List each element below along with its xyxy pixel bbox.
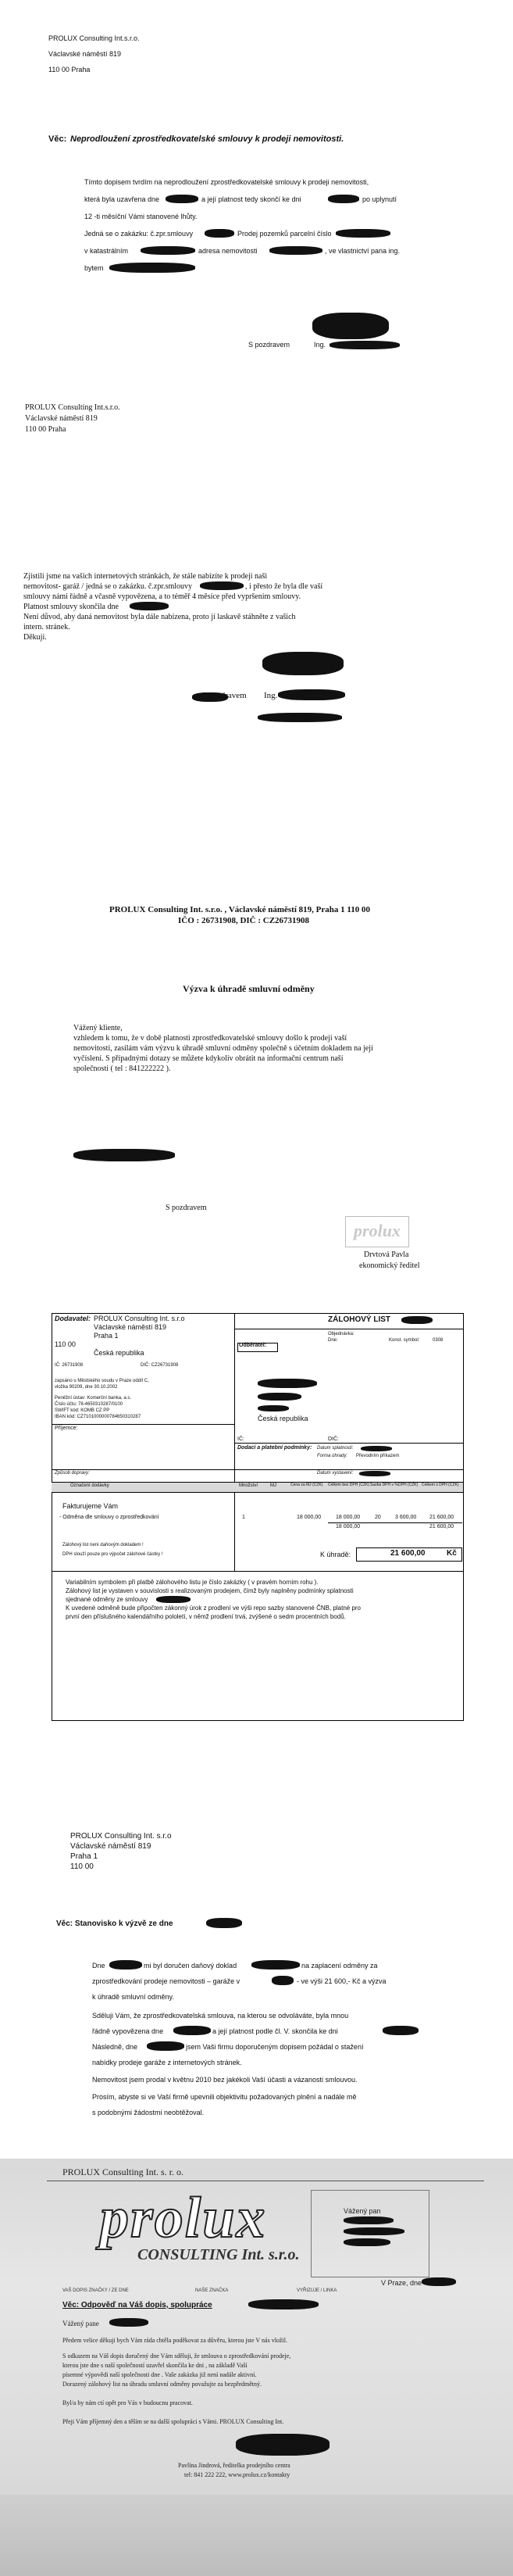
- letter-stazeni-nabidky: [0, 403, 513, 813]
- subject-label: Věc:: [48, 134, 67, 144]
- footer-line: Zálohový list je vystaven v souvislosti s realizovaným prodejem, čímž byly naplněny podmínky splatnosti: [66, 1587, 354, 1594]
- body-line: Nemovitost jsem prodal v květnu 2010 bez jakékoli Vaší účasti a vázanosti smlouvou.: [92, 2076, 358, 2084]
- redaction: [109, 263, 195, 273]
- signer: Pavlína Jindrová, ředitelka prodejního centra: [178, 2462, 290, 2469]
- body-line: Sděluji Vám, že zprostředkovatelská smlouva, na kterou se odvoláváte, byla mnou: [92, 2012, 349, 2020]
- col-unit: MJ: [270, 1483, 276, 1488]
- body-line: která byla uzavřena dne: [84, 195, 160, 203]
- shipping-label: Způsob dopravy:: [55, 1471, 90, 1476]
- signer-title: Ing.: [264, 691, 278, 700]
- body-line: na zaplacení odměny za: [301, 1962, 378, 1970]
- body-line: Tímto dopisem tvrdím na neprodloužení zprostředkovatelské smlouvy k prodeji nemovitosti,: [84, 178, 369, 186]
- bank-line: Číslo účtu: 78-4650310287/0100: [55, 1402, 123, 1407]
- customer-label: Odběratel:: [239, 1343, 267, 1348]
- col-qty: Množství: [239, 1483, 258, 1488]
- redaction: [147, 2041, 184, 2051]
- sum-wo: 18 000,00: [336, 1524, 361, 1530]
- customer-dic: DIČ:: [328, 1436, 339, 1442]
- footer-line: K uvedené odměně bude připočten zákonný úrok z prodlení ve výši repo sazby stanovené ČNB, platné pro: [66, 1605, 362, 1612]
- body-line: společnosti ( tel : 841222222 ).: [73, 1064, 171, 1073]
- redaction: [269, 246, 322, 255]
- bank-line: SWIFT kód: KOMB CZ PP: [55, 1408, 110, 1413]
- col-vat-amt: DPH (CZK): [398, 1483, 419, 1487]
- supplier-ico: IČ: 26731908: [55, 1363, 84, 1368]
- redaction: [205, 229, 234, 238]
- closing: S pozdravem: [248, 341, 290, 349]
- pay-due-label: K úhradě:: [320, 1551, 351, 1558]
- recipient-zip: 110 00: [70, 1862, 94, 1871]
- date-label: Dne:: [328, 1338, 338, 1343]
- body-line: Dorazený zálohový list na úhradu smluvní odměny považujte za bezpředmětný.: [62, 2381, 262, 2388]
- body-line: kterou jste dne s naší společností uzavřel skončila ke dni , na základě Vaší: [62, 2362, 248, 2369]
- body-line: Platnost smlouvy skončila dne: [23, 603, 119, 611]
- signature-redaction: [312, 313, 389, 339]
- subject: Věc: Stanovisko k výzvě ze dne: [56, 1919, 173, 1928]
- body-line: mi byl doručen daňový doklad: [144, 1962, 237, 1970]
- redaction: [344, 2227, 404, 2235]
- body-line: bytem: [84, 264, 104, 272]
- body-line: 12 -ti měsíční Vámi stanovené lhůty.: [84, 213, 198, 220]
- item-vat-amt: 3 600,00: [395, 1515, 417, 1520]
- letter-date: V Praze, dne: [381, 2279, 422, 2287]
- body-line: S odkazem na Váš dopis doručený dne Vám sděluji, že smlouva o zprostředkování prodeje,: [62, 2352, 291, 2360]
- recipient-street: Václavské náměstí 819: [25, 414, 98, 423]
- body-line: jsem Vaši firmu doporučeným dopisem požádal o stažení: [186, 2043, 364, 2051]
- greeting: Vážený pane: [62, 2320, 99, 2327]
- document-title: Výzva k úhradě smluvní odměny: [183, 983, 315, 994]
- ref-label: VYŘIZUJE / LINKA: [297, 2288, 337, 2293]
- item-total-wo: 18 000,00: [336, 1515, 361, 1520]
- redaction: [361, 1446, 392, 1451]
- sender-city: 110 00 Praha: [48, 66, 91, 73]
- sender-street: Václavské náměstí 819: [48, 50, 122, 58]
- order-label: Objednávka:: [328, 1332, 354, 1336]
- redaction: [422, 2277, 456, 2286]
- pay-due-amount: 21 600,00: [390, 1549, 426, 1558]
- supplier-label: Dodavatel:: [55, 1315, 91, 1322]
- body-line: nemovitost- garáž / jedná se o zakázku. č.zpr.smlouvy: [23, 582, 193, 591]
- body-line: po uplynutí: [362, 195, 397, 203]
- redaction: [383, 2026, 419, 2035]
- subject-text: Neprodloužení zprostředkovatelské smlouvy k prodeji nemovitosti.: [70, 134, 344, 144]
- const-label: Konst. symbol:: [389, 1338, 420, 1343]
- redaction: [336, 229, 390, 238]
- due-label: Datum splatnosti:: [317, 1446, 354, 1451]
- letter-neprodlouzeni: [0, 0, 513, 406]
- note-line: Zálohový list není daňovým dokladem !: [62, 1543, 144, 1547]
- recipient-company: PROLUX Consulting Int. s.r.o: [70, 1832, 172, 1841]
- redaction: [359, 1471, 390, 1476]
- redaction: [109, 2318, 148, 2327]
- company-header: PROLUX Consulting Int. s.r.o. , Václavské náměstí 819, Praha 1 110 00: [109, 905, 371, 914]
- supplier-street: Václavské náměstí 819: [94, 1323, 167, 1331]
- redaction: [330, 341, 400, 349]
- contact: tel: 841 222 222, www.prolux.cz/kontakty: [184, 2471, 290, 2478]
- redaction: [328, 195, 359, 203]
- signature-redaction: [262, 652, 344, 675]
- zalohovy-list: [0, 1297, 513, 1735]
- company-stamp: prolux: [345, 1216, 409, 1247]
- body-line: intern. stránek.: [23, 623, 70, 631]
- register-line: zapsáno u Městského soudu v Praze oddíl C,: [55, 1379, 149, 1383]
- footer-line: první den příslušného kalendářního pololetí, v němž prodlení trvá, zvýšené o sedm procentních bodů.: [66, 1613, 346, 1620]
- body-line: Děkuji.: [23, 633, 47, 642]
- const-value: 0308: [433, 1338, 444, 1343]
- issue-label: Datum vystavení:: [317, 1471, 354, 1476]
- redaction: [248, 2299, 319, 2309]
- body-line: nemovitosti, zasílám vám výzvu k úhradě smluvní odměny společně s účetním dokladem na její: [73, 1044, 373, 1053]
- redaction: [258, 1405, 289, 1411]
- supplier-country: Česká republika: [94, 1349, 144, 1357]
- body-line: Prodej pozemků parcelní číslo: [237, 230, 332, 238]
- body-line: - ve výši 21 600,- Kč a výzva: [297, 1977, 387, 1985]
- item-text: - Odměna dle smlouvy o zprostředkování: [59, 1515, 159, 1520]
- letter-vyzva-k-uhrade: [0, 813, 513, 1282]
- signer-name: Drvtová Pavla: [364, 1250, 409, 1259]
- body-line: Následně, dne: [92, 2043, 138, 2051]
- footer-line: Variabilním symbolem při platbě zálohového listu je číslo zakázky ( v pravém horním rohu ).: [66, 1579, 319, 1586]
- col-price: Cena za MJ (CZK): [290, 1483, 323, 1487]
- body-line: Dne: [92, 1962, 105, 1970]
- item-qty: 1: [242, 1515, 245, 1520]
- body-line: Zjistili jsme na vašich internetových stránkách, že stále nabízíte k prodeji naši: [23, 572, 268, 581]
- recipient-city: Praha 1: [70, 1852, 98, 1861]
- body-line: adresa nemovitosti: [198, 247, 258, 255]
- body-line: Přeji Vám příjemný den a těším se na další spolupráci s Vámi. PROLUX Consulting Int.: [62, 2418, 284, 2425]
- redaction: [258, 1379, 317, 1388]
- col-item: Označení dodávky: [70, 1483, 109, 1488]
- body-line: písemné výpovědi naší společnosti dne . Vaše zakázka již není nadále aktivní.: [62, 2371, 257, 2378]
- redaction: [141, 246, 195, 255]
- redaction: [109, 1960, 142, 1970]
- pay-value: Převodním příkazem: [356, 1454, 400, 1458]
- redaction: [258, 713, 342, 722]
- body-line: s podobnými žádostmi neobtěžoval.: [92, 2109, 205, 2116]
- body-line: , ve vlastnictví pana ing.: [325, 247, 401, 255]
- addressee-label: Vážený pan: [344, 2207, 381, 2215]
- company-logo: prolux: [100, 2186, 267, 2250]
- redaction: [166, 195, 198, 203]
- signature-redaction: [236, 2434, 330, 2456]
- body-line: a její platnost podle čl. V. skončila ke dni: [212, 2027, 338, 2035]
- body-line: k úhradě smluvní odměny.: [92, 1993, 174, 2001]
- body-line: nabídky prodeje garáže z internetových stránek.: [92, 2059, 242, 2066]
- addressee-redaction: [73, 1149, 175, 1161]
- item-price: 18 000,00: [297, 1515, 322, 1520]
- sum-total: 21 600,00: [429, 1524, 454, 1530]
- recipient-label: Příjemce:: [55, 1426, 78, 1431]
- bank-line: IBAN kód: CZ7101000000784650310287: [55, 1415, 141, 1419]
- letter-stanovisko: [0, 1735, 513, 2157]
- closing: S pozdravem: [201, 691, 247, 700]
- pay-due-currency: Kč: [447, 1549, 457, 1558]
- recipient-street: Václavské náměstí 819: [70, 1842, 151, 1851]
- body-line: vyčíslení. S případnými dotazy se můžete kdykoliv obrátit na informační centrum naší: [73, 1054, 344, 1063]
- redaction: [130, 602, 169, 610]
- signer-title: ekonomický ředitel: [359, 1261, 420, 1270]
- body-line: Prosím, abyste si ve Vaší firmě upevnili objektivitu požadovaných plnění a nadále mě: [92, 2093, 357, 2101]
- greeting: Vážený kliente,: [73, 1024, 123, 1032]
- body-line: , i přesto že byla dle vaší: [245, 582, 323, 591]
- ref-label: VAŠ DOPIS ZNAČKY / ZE DNE: [62, 2288, 129, 2293]
- item-vat: 20: [375, 1515, 381, 1520]
- note-line: DPH slouží pouze pro výpočet zálohové částky !: [62, 1552, 163, 1557]
- body-line: Není důvod, aby daná nemovitost byla dále nabízena, proto jí laskavě stáhněte z vašich: [23, 613, 296, 621]
- customer-country: Česká republika: [258, 1415, 308, 1422]
- col-total-wo: Celkem bez DPH (CZK): [328, 1483, 370, 1487]
- redaction: [401, 1316, 433, 1324]
- ref-label: NAŠE ZNAČKA: [195, 2288, 229, 2293]
- body-line: a její platnost tedy skončí ke dni: [201, 195, 301, 203]
- subject: Věc: Odpověď na Váš dopis, spolupráce: [62, 2301, 212, 2309]
- body-line: vzhledem k tomu, že v době platnosti zprostředkovatelské smlouvy došlo k prodeji vaší: [73, 1034, 347, 1043]
- recipient-company: PROLUX Consulting Int.s.r.o.: [25, 403, 120, 412]
- redaction: [200, 581, 244, 590]
- redaction: [344, 2238, 390, 2246]
- company-logo-sub: CONSULTING Int. s.r.o.: [137, 2246, 300, 2263]
- redaction: [156, 1596, 191, 1603]
- supplier-dic: DIČ: CZ26731908: [141, 1363, 179, 1368]
- body-line: Byl/a by nám ctí opět pro Vás v budoucnu pracovat.: [62, 2399, 193, 2406]
- scan-bottom-shade: [0, 2495, 513, 2576]
- body-line: Jedná se o zakázku: č.zpr.smlouvy: [84, 230, 194, 238]
- terms-label: Dodací a platební podmínky:: [237, 1445, 312, 1451]
- redaction: [258, 1393, 301, 1401]
- body-line: smlouvy námi řádně a včasně vypovězena, a to téměř 4 měsíce před vypršením smlouvy.: [23, 592, 301, 601]
- bank-line: Peněžní ústav: Komerční banka, a.s.: [55, 1396, 132, 1401]
- redaction: [272, 1976, 294, 1985]
- closing: S pozdravem: [166, 1204, 207, 1212]
- company-header: PROLUX Consulting Int. s. r. o.: [62, 2166, 184, 2177]
- letter-odpoved-scan: [0, 2159, 513, 2576]
- section-label: Fakturujeme Vám: [62, 1502, 119, 1510]
- body-line: zprostředkování prodeje nemovitosti – garáže v: [92, 1977, 240, 1985]
- supplier-name: PROLUX Consulting Int. s.r.o: [94, 1315, 185, 1322]
- col-vat: Sazba DPH v %: [370, 1483, 398, 1487]
- body-line: řádně vypovězena dne: [92, 2027, 164, 2035]
- supplier-city: Praha 1: [94, 1332, 119, 1340]
- col-total: Celkem s DPH (CZK): [422, 1483, 459, 1487]
- company-ids: IČO : 26731908, DIČ : CZ26731908: [178, 916, 310, 925]
- sender-company: PROLUX Consulting Int.s.r.o.: [48, 34, 140, 42]
- body-line: Předem velice děkuji bych Vám ráda chtěla poděkovat za důvěru, kterou jste V nás vložil.: [62, 2337, 287, 2344]
- body-line: v katastrálním: [84, 247, 129, 255]
- footer-line: sjednané odměny ze smlouvy: [66, 1596, 148, 1603]
- supplier-zip: 110 00: [55, 1340, 76, 1348]
- pay-label: Forma úhrady:: [317, 1454, 348, 1458]
- register-line: vložka 90209, dne 30.10.2002: [55, 1385, 118, 1390]
- signer-title: Ing.: [314, 341, 326, 349]
- redaction: [206, 1918, 242, 1928]
- redaction: [173, 2026, 211, 2035]
- redaction: [344, 2216, 394, 2224]
- item-total: 21 600,00: [429, 1515, 454, 1520]
- redaction: [251, 1960, 300, 1970]
- document-title: ZÁLOHOVÝ LIST: [328, 1315, 390, 1324]
- recipient-city: 110 00 Praha: [25, 425, 66, 434]
- customer-ic: IČ:: [237, 1436, 244, 1442]
- redaction: [278, 689, 345, 700]
